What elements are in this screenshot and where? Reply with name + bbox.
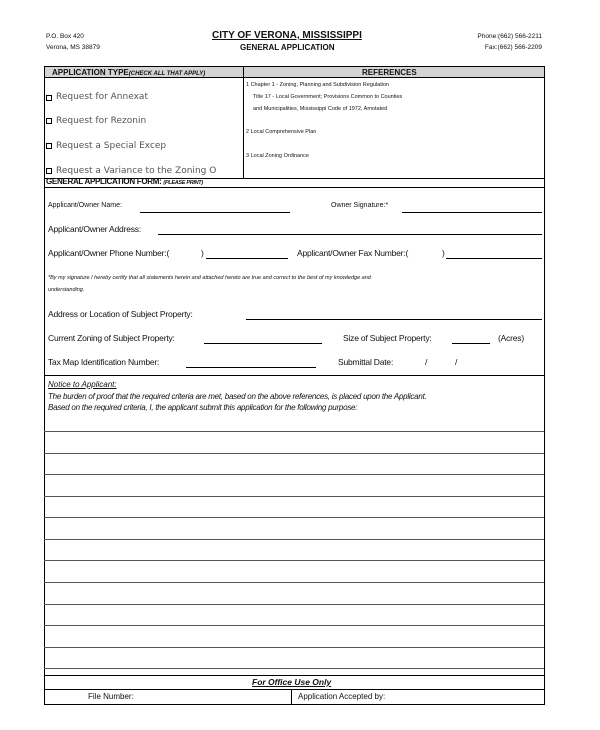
writing-line[interactable]	[44, 604, 544, 605]
writing-line[interactable]	[44, 668, 544, 669]
certify-text: understanding.	[48, 287, 85, 293]
date-separator: /	[455, 357, 458, 367]
owner-signature-label: Owner Signature:*	[331, 202, 389, 209]
checkbox-variance[interactable]	[46, 168, 52, 174]
fax-label: Applicant/Owner Fax Number:(	[297, 248, 409, 258]
phone-field[interactable]	[206, 258, 288, 259]
fax-field[interactable]	[446, 258, 542, 259]
checkbox-annexation[interactable]	[46, 95, 52, 101]
certify-text: *By my signature I hereby certify that all statements herein and attached hereto are true and correct to the best of my knowledge and	[48, 275, 371, 281]
reference-item: Title 17 - Local Government; Provisions Common to Counties	[253, 94, 403, 100]
office-column-divider	[291, 689, 292, 705]
page-title: CITY OF VERONA, MISSISSIPPI	[212, 30, 362, 41]
fax-number: Fax:(662) 566-2209	[484, 44, 542, 51]
property-size-label: Size of Subject Property:	[343, 333, 432, 343]
option-annexation: Request for Annexat	[56, 92, 148, 102]
divider	[44, 187, 545, 188]
phone-number: Phone:(662) 566-2211	[477, 33, 542, 40]
writing-line[interactable]	[44, 474, 544, 475]
reference-item: and Municipalities, Mississippi Code of 1972, Amotated	[253, 106, 388, 112]
reference-item: 1 Chapter 1 - Zoning, Planning and Subdivision Regulation	[246, 82, 390, 88]
acres-label: (Acres)	[498, 333, 524, 343]
owner-signature-field[interactable]	[402, 212, 542, 213]
form-bottom-border	[44, 704, 545, 705]
checkbox-rezoning[interactable]	[46, 118, 52, 124]
divider	[44, 689, 545, 690]
notice-text: The burden of proof that the required criteria are met, based on the above references, is placed upon the Applicant.	[48, 392, 427, 401]
address-line-1: P.O. Box 420	[46, 33, 84, 40]
checkbox-special-exception[interactable]	[46, 143, 52, 149]
notice-text: Based on the required criteria, I, the applicant submit this application for the following purpose:	[48, 403, 358, 412]
option-rezoning: Request for Rezonin	[56, 116, 147, 126]
applicant-name-field[interactable]	[140, 212, 290, 213]
date-separator: /	[425, 357, 428, 367]
references-header: REFERENCES	[362, 68, 417, 77]
writing-line[interactable]	[44, 517, 544, 518]
fax-paren: )	[442, 248, 445, 258]
address-line-2: Verona, MS 38879	[46, 44, 100, 51]
writing-line[interactable]	[44, 539, 544, 540]
property-location-field[interactable]	[246, 319, 542, 320]
file-number-label: File Number:	[88, 692, 134, 701]
divider	[44, 375, 545, 376]
applicant-name-label: Applicant/Owner Name:	[48, 202, 122, 209]
writing-line[interactable]	[44, 560, 544, 561]
tax-map-field[interactable]	[186, 367, 316, 368]
general-form-header: GENERAL APPLICATION FORM: (PLEASE PRINT)	[46, 177, 203, 186]
writing-line[interactable]	[44, 625, 544, 626]
property-location-label: Address or Location of Subject Property:	[48, 309, 193, 319]
phone-paren: )	[201, 248, 204, 258]
writing-line[interactable]	[44, 431, 544, 432]
form-right-border	[544, 178, 545, 705]
writing-line[interactable]	[44, 496, 544, 497]
tax-map-label: Tax Map Identification Number:	[48, 357, 160, 367]
writing-line[interactable]	[44, 647, 544, 648]
writing-line[interactable]	[44, 453, 544, 454]
accepted-by-label: Application Accepted by:	[298, 692, 386, 701]
writing-line[interactable]	[44, 582, 544, 583]
option-special-exception: Request a Special Excep	[56, 141, 167, 151]
submittal-date-label: Submittal Date:	[338, 357, 394, 367]
divider	[44, 675, 545, 676]
option-variance: Request a Variance to the Zoning O	[56, 166, 217, 176]
reference-item: 3 Local Zoning Ordinance	[246, 153, 309, 159]
property-size-field[interactable]	[452, 343, 490, 344]
current-zoning-label: Current Zoning of Subject Property:	[48, 333, 175, 343]
applicant-address-field[interactable]	[158, 234, 542, 235]
page-subtitle: GENERAL APPLICATION	[240, 43, 335, 52]
phone-label: Applicant/Owner Phone Number:(	[48, 248, 170, 258]
notice-title: Notice to Applicant:	[48, 380, 117, 389]
applicant-address-label: Applicant/Owner Address:	[48, 224, 141, 234]
column-divider	[243, 66, 244, 179]
office-use-title: For Office Use Only	[252, 677, 332, 687]
application-type-header: APPLICATION TYPE(CHECK ALL THAT APPLY)	[52, 68, 206, 77]
current-zoning-field[interactable]	[204, 343, 322, 344]
reference-item: 2 Local Comprehensive Plan	[246, 129, 317, 135]
